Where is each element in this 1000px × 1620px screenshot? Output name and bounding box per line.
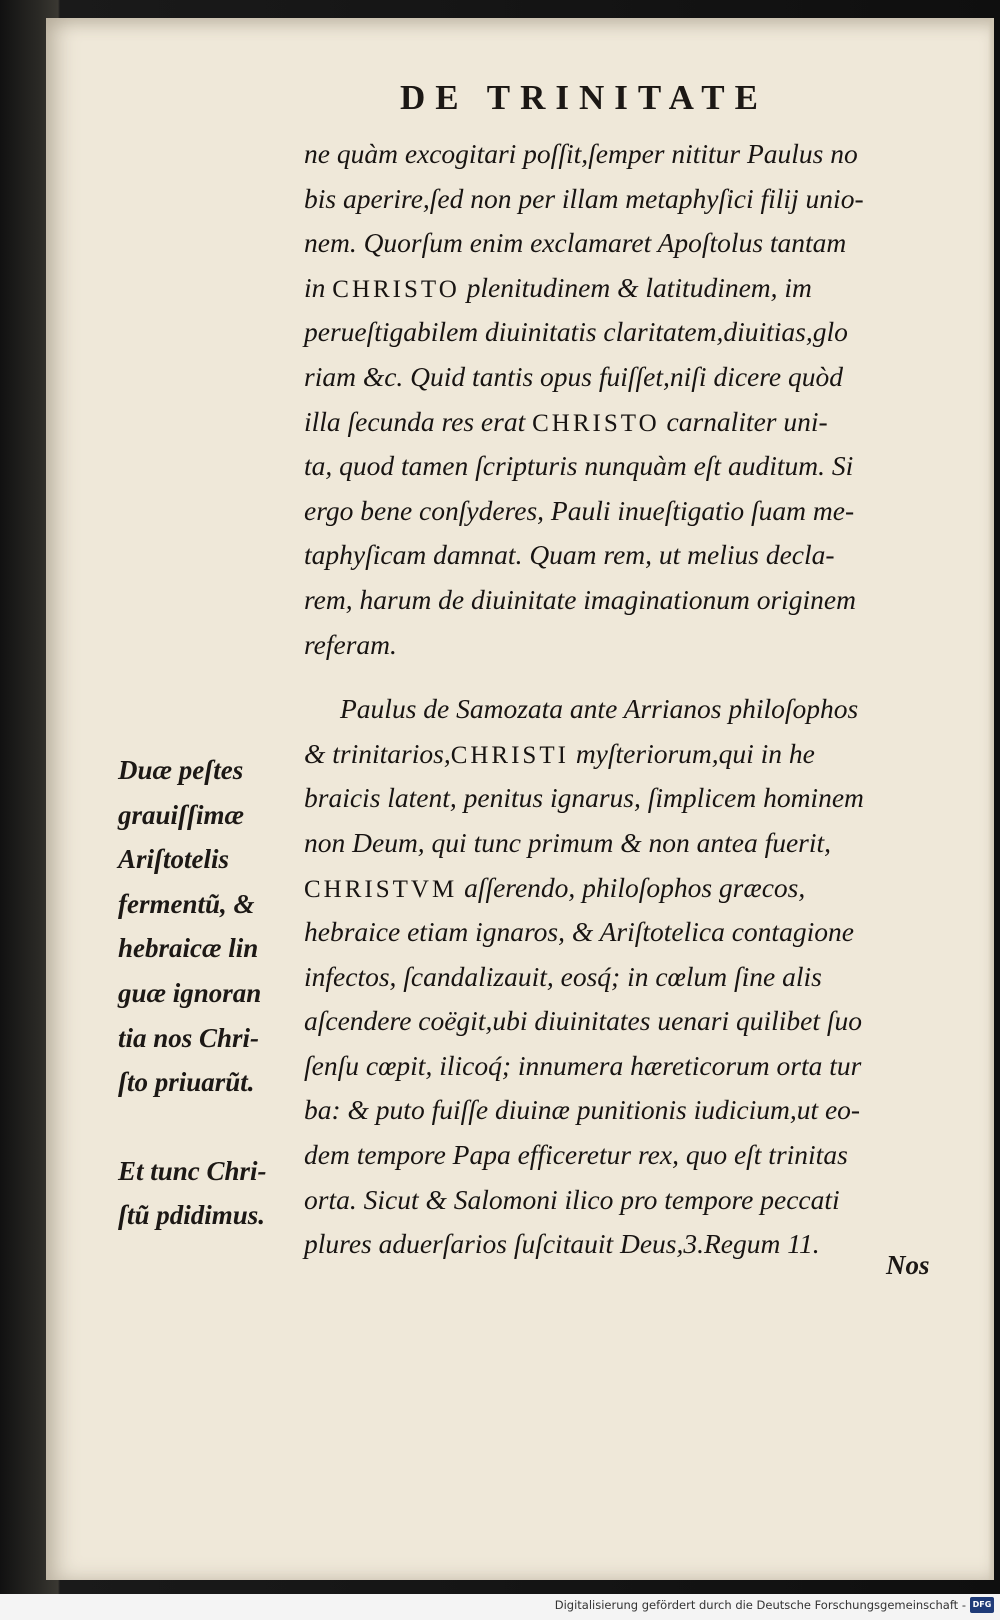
text-segment: orta. Sicut & Salomoni ilico pro tempore peccati xyxy=(304,1183,840,1215)
text-segment: in xyxy=(304,271,333,303)
text-line xyxy=(304,623,964,668)
text-line xyxy=(304,266,964,311)
text-segment: rem, harum de diuinitate imaginationum originem xyxy=(304,583,857,615)
running-head: DE TRINITATE xyxy=(400,78,768,117)
text-line xyxy=(304,1178,964,1223)
marginal-note-line: Duæ peſtes xyxy=(118,755,244,785)
small-caps-word: CHRISTO xyxy=(332,275,460,303)
text-line xyxy=(304,776,964,821)
text-segment: plenitudinem & latitudinem, im xyxy=(459,271,812,303)
marginal-note-line: ſtũ pdidimus. xyxy=(118,1200,266,1231)
text-segment: hebraice etiam ignaros, & Ariſtotelica contagione xyxy=(304,916,854,948)
marginal-note-2 xyxy=(118,1149,293,1238)
text-line xyxy=(304,732,964,777)
digitization-footer xyxy=(0,1594,1000,1620)
text-line xyxy=(304,400,964,445)
marginal-note-line: hebraicæ lin xyxy=(118,933,259,964)
text-line xyxy=(304,1088,964,1133)
marginal-note-line: grauiſſimæ xyxy=(118,799,245,830)
text-line xyxy=(304,310,964,355)
text-segment: plures aduerſarios ſuſcitauit Deus,3.Regum 11. xyxy=(304,1228,820,1260)
text-segment: dem tempore Papa efficeretur rex, quo eſt trinitas xyxy=(304,1139,848,1171)
marginal-note-line: tia nos Chri- xyxy=(118,1022,260,1053)
catchword: Nos xyxy=(886,1250,930,1280)
text-segment: carnaliter uni- xyxy=(659,405,828,437)
text-segment: ergo bene conſyderes, Pauli inueſtigatio ſuam me- xyxy=(304,494,855,526)
small-caps-word: CHRISTI xyxy=(450,741,569,769)
text-segment: ba: & puto fuiſſe diuinæ punitionis iudicium,ut eo- xyxy=(304,1094,861,1126)
text-segment: ta, quod tamen ſcripturis nunquàm eſt auditum. Si xyxy=(304,450,854,482)
text-line xyxy=(304,1133,964,1178)
small-caps-word: CHRISTVM xyxy=(304,875,458,903)
text-line xyxy=(304,444,964,489)
text-segment: illa ſecunda res erat xyxy=(304,405,533,437)
marginal-note-line: guæ ignoran xyxy=(118,977,262,1008)
text-line xyxy=(304,687,964,732)
show-through-text xyxy=(96,168,286,208)
text-segment: myſteriorum,qui in he xyxy=(568,737,815,769)
text-segment: non Deum, qui tunc primum & non antea fuerit, xyxy=(304,826,832,858)
text-segment: aſcendere coëgit,ubi diuinitates uenari quilibet ſuo xyxy=(304,1005,863,1037)
text-segment: aſſerendo, philoſophos græcos, xyxy=(457,871,806,903)
text-segment: referam. xyxy=(304,628,397,660)
text-line xyxy=(304,910,964,955)
marginal-note-line: fermentũ, & xyxy=(118,888,255,919)
text-line xyxy=(304,955,964,1000)
marginal-note-1 xyxy=(118,748,293,1105)
text-segment: infectos, ſcandalizauit, eosq́; in cœlum ſine alis xyxy=(304,960,822,992)
text-line xyxy=(304,578,964,623)
marginal-note-line: Et tunc Chri- xyxy=(118,1155,267,1186)
marginal-notes xyxy=(118,748,293,1238)
text-line xyxy=(304,821,964,866)
body-text xyxy=(304,132,964,1267)
text-line xyxy=(304,221,964,266)
text-segment: bis aperire,ſed non per illam metaphyſici filij unio- xyxy=(304,182,864,214)
text-line xyxy=(304,999,964,1044)
text-line xyxy=(304,533,964,578)
text-segment: & trinitarios, xyxy=(304,737,451,769)
text-segment: ſenſu cœpit, ilicoq́; innumera hæreticorum orta tur xyxy=(304,1049,862,1081)
text-segment: ne quàm excogitari poſſit,ſemper nititur Paulus no xyxy=(304,138,858,169)
marginal-note-line: Ariſtotelis xyxy=(118,844,230,875)
text-segment: taphyſicam damnat. Quam rem, ut melius decla- xyxy=(304,539,835,571)
marginal-note-line: ſto priuarũt. xyxy=(118,1067,255,1098)
text-segment: nem. Quorſum enim exclamaret Apoſtolus tantam xyxy=(304,227,847,259)
text-line xyxy=(304,866,964,911)
text-segment: perueſtigabilem diuinitatis claritatem,diuitias,glo xyxy=(304,316,848,348)
dfg-logo: DFG xyxy=(970,1597,994,1613)
text-segment: Paulus de Samozata ante Arrianos philoſophos xyxy=(340,693,859,725)
text-segment: braicis latent, penitus ignarus, ſimplicem hominem xyxy=(304,782,864,814)
text-line xyxy=(304,1222,964,1267)
text-segment: riam &c. Quid tantis opus fuiſſet,niſi dicere quòd xyxy=(304,360,844,392)
paragraph-break xyxy=(304,667,964,687)
text-line xyxy=(304,132,964,177)
text-line xyxy=(304,489,964,534)
text-line xyxy=(304,177,964,222)
small-caps-word: CHRISTO xyxy=(532,409,660,437)
funding-credit: Digitalisierung gefördert durch die Deutsche Forschungsgemeinschaft - xyxy=(554,1598,966,1612)
text-line xyxy=(304,355,964,400)
text-line xyxy=(304,1044,964,1089)
